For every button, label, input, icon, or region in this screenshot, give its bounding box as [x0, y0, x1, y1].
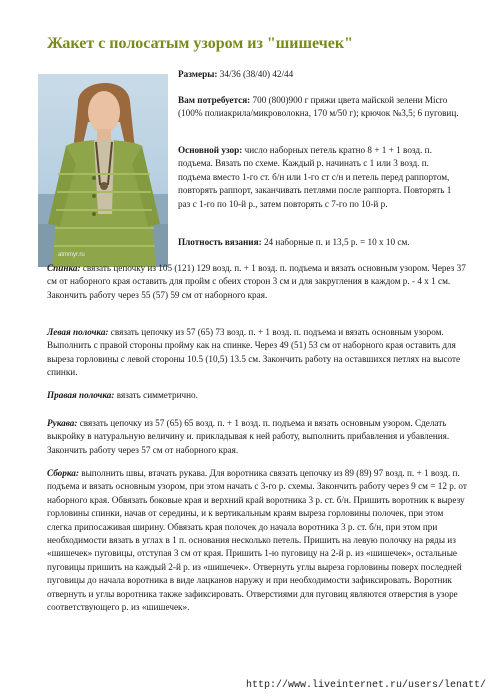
model-photo — [38, 74, 168, 267]
sizes-text: 34/36 (38/40) 42/44 — [217, 69, 294, 79]
sizes-label: Размеры: — [178, 69, 218, 79]
pattern-text: число наборных петель кратно 8 + 1 + 1 возд. п. подъема. Вязать по схеме. Каждый р. начинать с 1 или 3 возд. п. подъема вместо 1-го ст. б/н или 1-го ст с/н и петель перед раппортом, повторять раппорт, заканчивать петлями после раппорта. Повторять 1 раз с 1-го по 10-й р., затем повторять с 7-го по 10-й р. — [178, 145, 452, 209]
pattern-label: Основной узор: — [178, 145, 243, 155]
assembly-text: выполнить швы, втачать рукава. Для воротника связать цепочку из 89 (89) 97 возд. п. + 1 возд. п. подъема и вязать основным узором, при этом начать с 3-го р. схемы. Закончить работу через 9 см = 12 р. от наборного края. Обвязать боковые края и верхний край воротника 3 р. ст. б/н. Пришить воротник к вырезу горловины спинки, начав от середины, и к вертикальным краям выреза горловины полочек, при этом слегка припосаживая ширину. Обвязать края полочек до начала воротника 3 р. ст. б/н, при этом при необходимости вязать в углах в 1 п. основания несколько петель. Пришить на левую полочку на ряды из «шишечек» пуговицы, отступая 3 см от края. Пришить 1-ю пуговицу на 2-й р. из «шишечек», остальные пуговицы пришить на каждый 2-й р. из «шишечек». Отвернуть углы выреза горловины поверх последней пуговицы до начала воротника в виде лацканов наружу и при необходимости зафиксировать. Воротник отвернуть и углы воротника также зафиксировать. Отверстиями для пуговиц являются отверстия в узоре соответствующего р. из «шишечек». — [47, 468, 467, 613]
gauge-paragraph — [178, 236, 462, 249]
sleeves-paragraph — [47, 417, 467, 457]
assembly-label: Сборка: — [47, 468, 79, 478]
left-front-text: связать цепочку из 57 (65) 73 возд. п. + 1 возд. п. подъема и вязать основным узором. Выполнить с правой стороны пройму как на спинке. Через 49 (51) 53 см от наборного края оставить для выреза горловины с левой стороны 10.5 (10,5) 13.5 см. Закончить работу на оставшихся петлях на высоте спинки. — [47, 327, 461, 378]
right-front-paragraph — [47, 389, 467, 402]
sleeves-label: Рукава: — [47, 418, 78, 428]
gauge-text: 24 наборные п. и 13,5 р. = 10 х 10 см. — [261, 237, 410, 247]
left-front-label: Левая полочка: — [47, 327, 109, 337]
model-illustration — [38, 74, 168, 267]
materials-text: 700 (800)900 г пряжи цвета майской зелени Micro (100% полиакрила/микроволокна, 170 м/50 г); крючок №3,5; 6 пуговиц. — [178, 95, 459, 119]
materials-paragraph — [178, 94, 462, 121]
pattern-paragraph — [178, 144, 462, 211]
source-url: http://www.liveinternet.ru/users/lenatt/ — [246, 680, 487, 691]
left-front-paragraph — [47, 326, 467, 380]
photo-watermark: atmmyr.ru — [58, 252, 85, 258]
materials-label: Вам потребуется: — [178, 95, 251, 105]
right-front-label: Правая полочка: — [47, 390, 115, 400]
back-paragraph — [47, 262, 467, 302]
assembly-paragraph — [47, 467, 467, 614]
gauge-label: Плотность вязания: — [178, 237, 262, 247]
back-label: Спинка: — [47, 263, 81, 273]
sleeves-text: связать цепочку из 57 (65) 65 возд. п. + 1 возд. п. подъема и вязать основным узором. Сделать выкройку в натуральную величину и. прикладывая к ней работу, выполнить прибавления и убавления. Закончить работу через 57 см от наборного края. — [47, 418, 450, 455]
right-front-text: вязать симметрично. — [114, 390, 198, 400]
page-title: Жакет с полосатым узором из "шишечек" — [47, 35, 353, 52]
sizes-paragraph — [178, 68, 462, 81]
back-text: связать цепочку из 105 (121) 129 возд. п. + 1 возд. п. подъема и вязать основным узором. Через 37 см от наборного края оставить для пройм с обеих сторон 3 см и для закругления в каждом р. - 4 х 1 см. Закончить работу через 55 (57) 59 см от наборного края. — [47, 263, 466, 300]
